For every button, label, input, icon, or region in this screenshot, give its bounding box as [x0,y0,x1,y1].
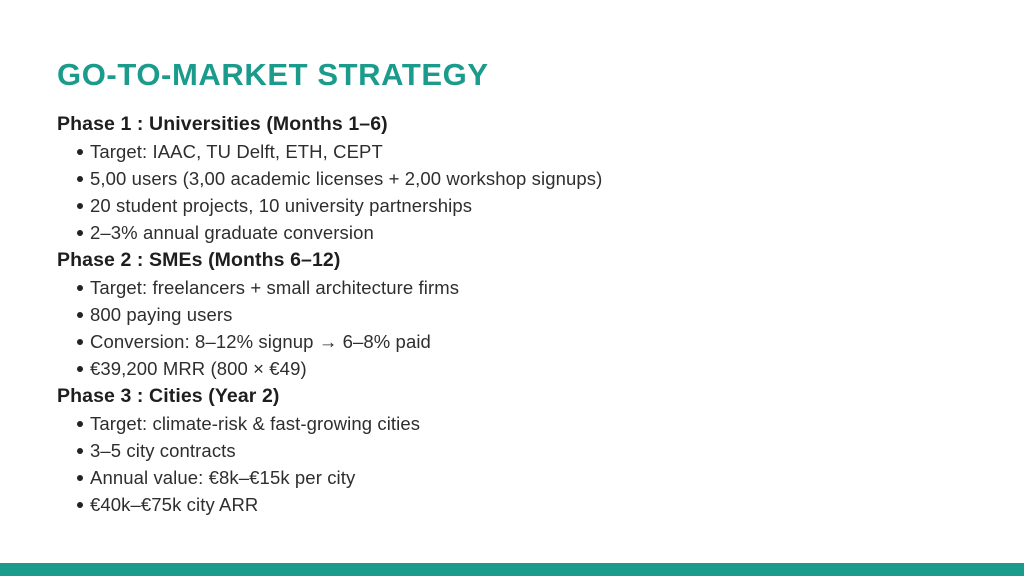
bullet-dot-icon [77,502,83,508]
bullet-dot-icon [77,312,83,318]
bullet-item [57,138,994,165]
bullet-text: €39,200 MRR (800 × €49) [90,358,307,379]
bullet-item [57,219,994,246]
bullet-text: 5,00 users (3,00 academic licenses + 2,00 workshop signups) [90,168,603,189]
footer-accent-bar [0,563,1024,576]
bullet-item [57,355,994,382]
bullet-text: 2–3% annual graduate conversion [90,222,374,243]
bullet-item [57,165,994,192]
phase-bullet-list [57,138,994,246]
bullet-item [57,464,994,491]
bullet-text: Target: climate-risk & fast-growing cities [90,413,421,434]
bullet-dot-icon [77,176,83,182]
bullet-text: Target: freelancers + small architecture firms [90,277,460,298]
bullet-text: 3–5 city contracts [90,440,236,461]
phase-section [57,246,994,382]
bullet-item [57,301,994,328]
bullet-dot-icon [77,448,83,454]
bullet-text: Target: IAAC, TU Delft, ETH, CEPT [90,141,383,162]
bullet-dot-icon [77,421,83,427]
bullet-text: Conversion: 8–12% signup → 6–8% paid [90,331,431,352]
bullet-text: Annual value: €8k–€15k per city [90,467,356,488]
bullet-item [57,410,994,437]
bullet-dot-icon [77,230,83,236]
bullet-dot-icon [77,366,83,372]
phase-section [57,382,994,518]
phase-section [57,110,994,246]
bullet-dot-icon [77,203,83,209]
phase-heading: Phase 3 : Cities (Year 2) [57,385,280,407]
bullet-item [57,274,994,301]
slide-content [57,58,994,518]
bullet-dot-icon [77,339,83,345]
bullet-item [57,328,994,355]
bullet-text: 20 student projects, 10 university partnerships [90,195,473,216]
bullet-item [57,491,994,518]
phase-bullet-list [57,274,994,382]
page-title: GO-TO-MARKET STRATEGY [57,57,489,92]
bullet-item [57,192,994,219]
bullet-dot-icon [77,149,83,155]
bullet-dot-icon [77,475,83,481]
phase-bullet-list [57,410,994,518]
phase-heading: Phase 2 : SMEs (Months 6–12) [57,249,341,271]
phase-list [57,110,994,518]
bullet-item [57,437,994,464]
phase-heading: Phase 1 : Universities (Months 1–6) [57,113,388,135]
bullet-text: 800 paying users [90,304,233,325]
bullet-text: €40k–€75k city ARR [90,494,259,515]
bullet-dot-icon [77,285,83,291]
